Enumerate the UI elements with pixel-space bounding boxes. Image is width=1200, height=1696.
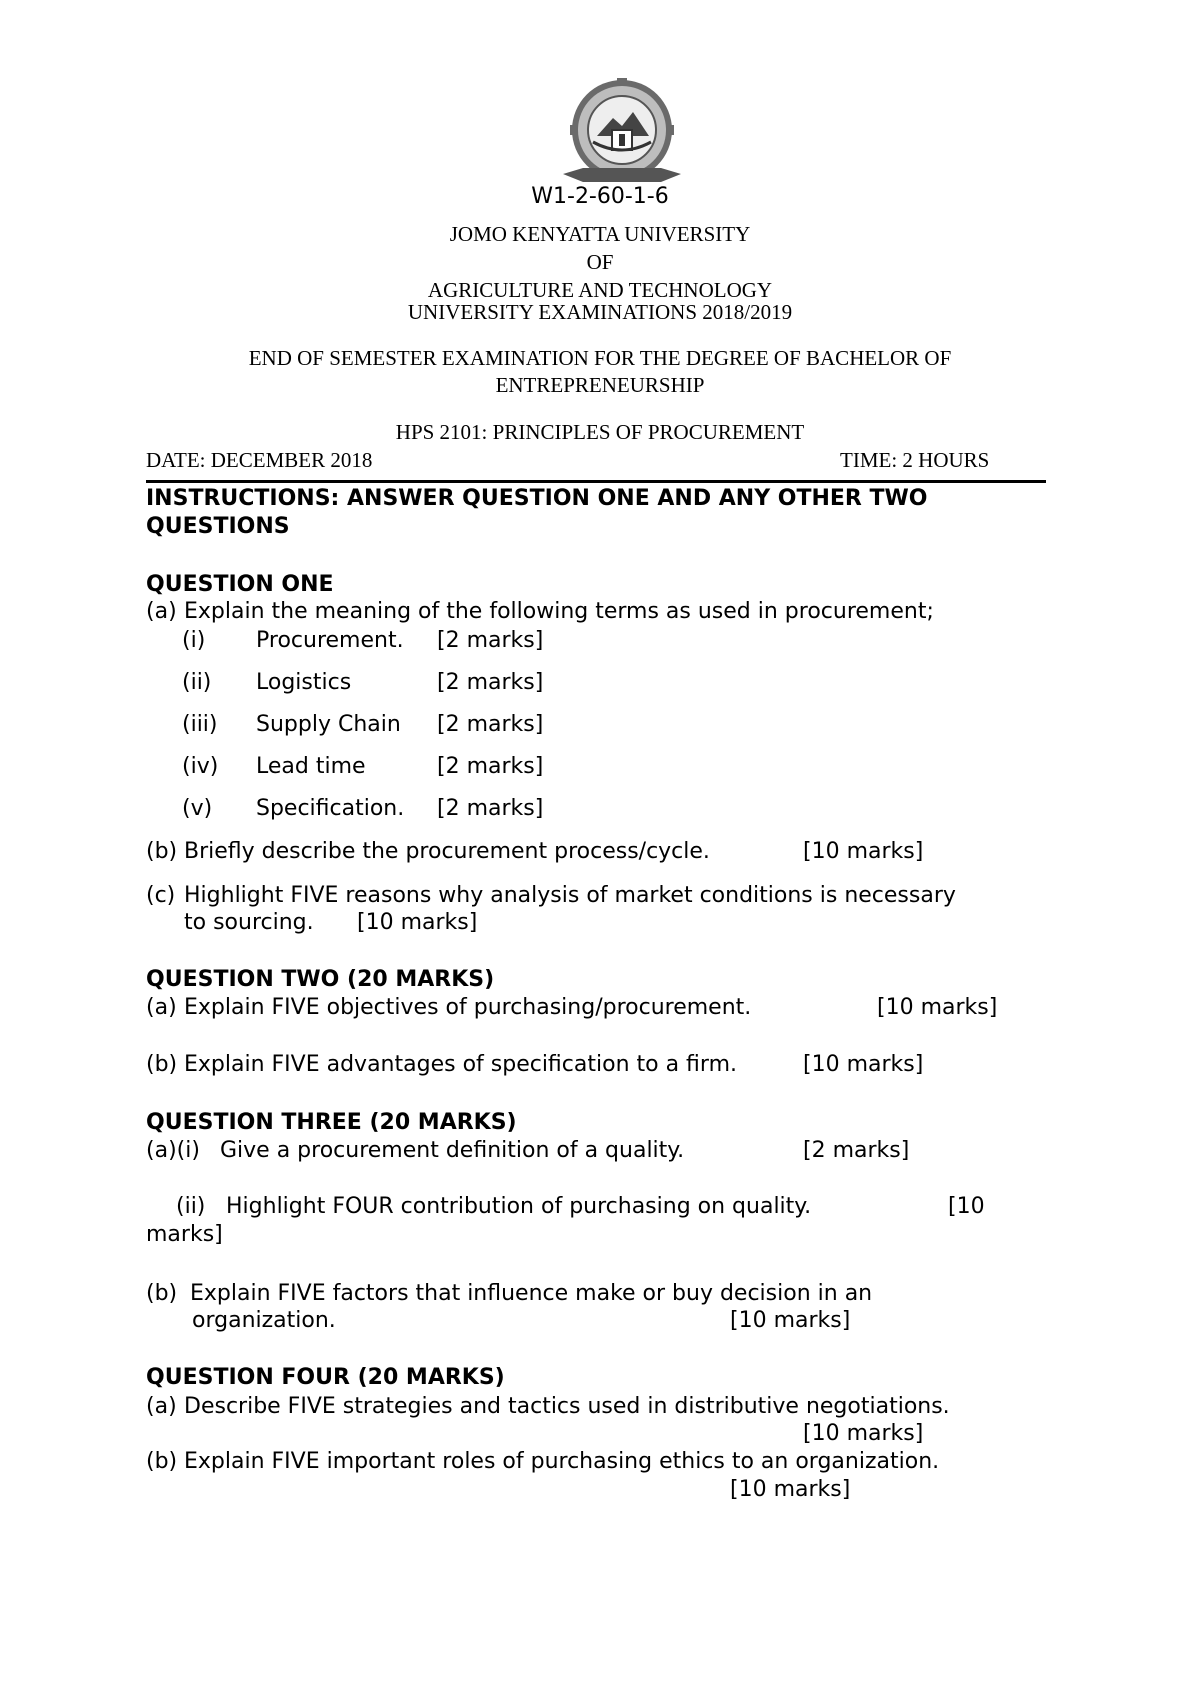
q4-b-text: Explain FIVE important roles of purchasing ethics to an organization. — [184, 1449, 940, 1474]
q1-item-marks: [2 marks] — [437, 670, 544, 695]
q2-b-label: (b) — [146, 1052, 178, 1077]
question-one-title: QUESTION ONE — [146, 572, 334, 597]
q1-item-number: (ii) — [182, 670, 212, 695]
q1-c-text-line2: to sourcing. — [184, 910, 314, 935]
exam-title-line2: ENTREPRENEURSHIP — [495, 373, 705, 397]
q2-b-text: Explain FIVE advantages of specification to a firm. — [184, 1052, 737, 1077]
q1-c-label: (c) — [146, 883, 176, 908]
q1-item-marks: [2 marks] — [437, 754, 544, 779]
q3-a-marks: [2 marks] — [803, 1138, 910, 1163]
logo-motto-ribbon — [563, 168, 681, 182]
q3-aii-label: (ii) — [176, 1194, 206, 1219]
q3-a-text: Give a procurement definition of a quality. — [220, 1138, 685, 1163]
header-divider — [146, 480, 1046, 483]
q3-b-marks: [10 marks] — [730, 1308, 851, 1333]
q3-aii-marks-part1: [10 — [948, 1194, 985, 1219]
question-three-title: QUESTION THREE (20 MARKS) — [146, 1110, 517, 1135]
q3-aii-marks-part2: marks] — [146, 1222, 223, 1247]
university-name-line1: JOMO KENYATTA UNIVERSITY — [449, 222, 751, 246]
q4-b-label: (b) — [146, 1449, 178, 1474]
exam-title-line1: END OF SEMESTER EXAMINATION FOR THE DEGREE OF BACHELOR OF — [248, 346, 952, 370]
q1-item-number: (iii) — [182, 712, 218, 737]
exam-time: TIME: 2 HOURS — [840, 448, 990, 472]
university-name-line3: AGRICULTURE AND TECHNOLOGY — [427, 278, 773, 302]
q3-a-label: (a)(i) — [146, 1138, 200, 1163]
q2-a-label: (a) — [146, 995, 177, 1020]
q3-b-label: (b) — [146, 1281, 178, 1306]
exam-date: DATE: DECEMBER 2018 — [146, 448, 373, 472]
q2-a-marks: [10 marks] — [877, 995, 998, 1020]
q1-b-text: Briefly describe the procurement process/cycle. — [184, 839, 710, 864]
q1-c-marks: [10 marks] — [357, 910, 478, 935]
q3-b-text-line1: Explain FIVE factors that influence make or buy decision in an — [190, 1281, 873, 1306]
q2-b-marks: [10 marks] — [803, 1052, 924, 1077]
question-two-title: QUESTION TWO (20 MARKS) — [146, 967, 495, 992]
q1-item-term: Logistics — [256, 670, 352, 695]
q3-aii-text: Highlight FOUR contribution of purchasing on quality. — [226, 1194, 812, 1219]
q1-b-label: (b) — [146, 839, 178, 864]
exam-code: W1-2-60-1-6 — [531, 184, 669, 209]
q1-item-number: (iv) — [182, 754, 219, 779]
q1-item-term: Supply Chain — [256, 712, 401, 737]
q1-item-marks: [2 marks] — [437, 796, 544, 821]
q4-a-text: Describe FIVE strategies and tactics used in distributive negotiations. — [184, 1394, 950, 1419]
q4-a-marks: [10 marks] — [803, 1421, 924, 1446]
q3-b-text-line2: organization. — [192, 1308, 336, 1333]
q4-a-label: (a) — [146, 1394, 177, 1419]
q1-a-label: (a) — [146, 599, 177, 624]
gear-emblem — [570, 78, 674, 182]
q2-a-text: Explain FIVE objectives of purchasing/procurement. — [184, 995, 752, 1020]
university-name-line2: OF — [586, 250, 614, 274]
question-four-title: QUESTION FOUR (20 MARKS) — [146, 1365, 505, 1390]
q1-item-term: Lead time — [256, 754, 366, 779]
q1-b-marks: [10 marks] — [803, 839, 924, 864]
instructions-line2: QUESTIONS — [146, 514, 290, 539]
q1-item-marks: [2 marks] — [437, 628, 544, 653]
university-logo — [555, 78, 690, 193]
q1-a-text: Explain the meaning of the following terms as used in procurement; — [184, 599, 934, 624]
q1-item-term: Procurement. — [256, 628, 404, 653]
instructions-line1: INSTRUCTIONS: ANSWER QUESTION ONE AND ANY OTHER TWO — [146, 486, 928, 511]
q4-b-marks: [10 marks] — [730, 1477, 851, 1502]
q1-c-text-line1: Highlight FIVE reasons why analysis of market conditions is necessary — [184, 883, 956, 908]
q1-item-number: (v) — [182, 796, 213, 821]
course-title: HPS 2101: PRINCIPLES OF PROCUREMENT — [395, 420, 805, 444]
q1-item-number: (i) — [182, 628, 206, 653]
q1-item-marks: [2 marks] — [437, 712, 544, 737]
exam-session: UNIVERSITY EXAMINATIONS 2018/2019 — [407, 300, 793, 324]
q1-item-term: Specification. — [256, 796, 405, 821]
